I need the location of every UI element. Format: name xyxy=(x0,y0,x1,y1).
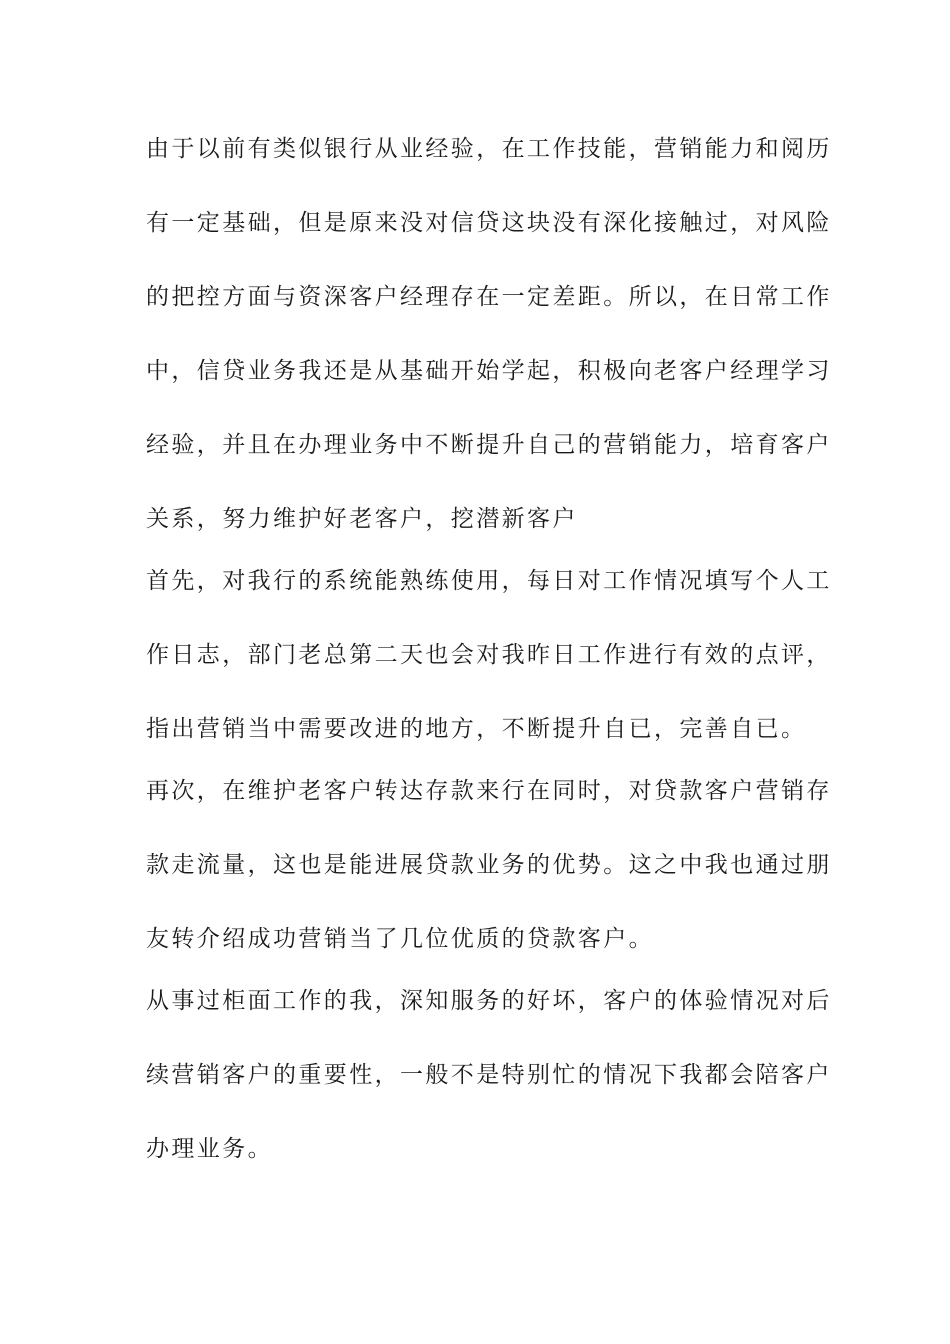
paragraph-line: 续营销客户的重要性，一般不是特别忙的情况下我都会陪客户 xyxy=(146,1062,832,1088)
paragraph-line: 从事过柜面工作的我，深知服务的好坏，客户的体验情况对后 xyxy=(146,988,832,1014)
paragraph-line: 中，信贷业务我还是从基础开始学起，积极向老客户经理学习 xyxy=(146,358,832,384)
paragraph-line: 款走流量，这也是能进展贷款业务的优势。这之中我也通过朋 xyxy=(146,852,832,878)
paragraph-line: 友转介绍成功营销当了几位优质的贷款客户。 xyxy=(146,926,654,952)
paragraph-line: 办理业务。 xyxy=(146,1136,273,1162)
paragraph-line: 关系，努力维护好老客户，挖潜新客户 xyxy=(146,506,578,532)
paragraph-line: 经验，并且在办理业务中不断提升自己的营销能力，培育客户 xyxy=(146,432,832,458)
paragraph-line: 的把控方面与资深客户经理存在一定差距。所以，在日常工作 xyxy=(146,284,832,310)
document-body xyxy=(146,131,832,1168)
paragraph-line: 作日志，部门老总第二天也会对我昨日工作进行有效的点评， xyxy=(146,642,832,668)
paragraph-line: 有一定基础，但是原来没对信贷这块没有深化接触过，对风险 xyxy=(146,210,832,236)
paragraph-line: 指出营销当中需要改进的地方，不断提升自已，完善自已。 xyxy=(146,716,807,742)
paragraph-line: 首先，对我行的系统能熟练使用，每日对工作情况填写个人工 xyxy=(146,568,832,594)
paragraph-line: 再次，在维护老客户转达存款来行在同时，对贷款客户营销存 xyxy=(146,778,832,804)
paragraph-line: 由于以前有类似银行从业经验，在工作技能，营销能力和阅历 xyxy=(146,136,832,162)
